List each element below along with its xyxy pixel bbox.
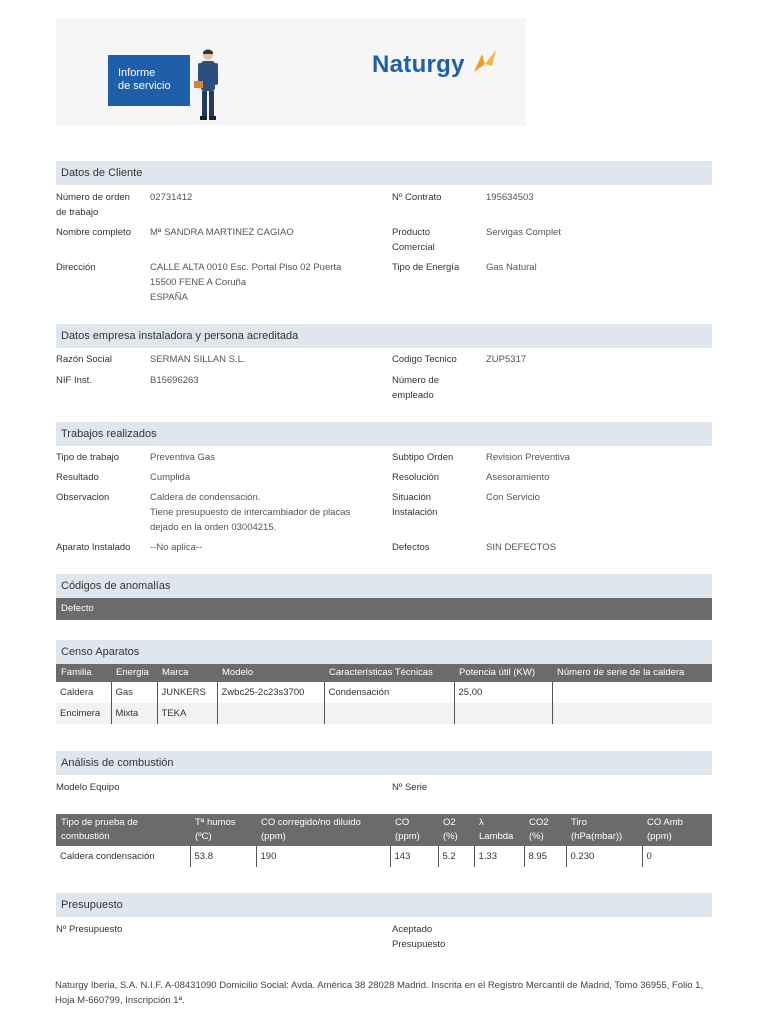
direccion-line2: 15500 FENE A Coruña	[150, 277, 247, 288]
modelo-equipo-label: Modelo Equipo	[56, 782, 120, 793]
orden-label: Número de orden de trabajo	[56, 192, 130, 218]
badge-line2: de servicio	[118, 80, 171, 92]
header-line: CO Amb	[647, 817, 683, 828]
razon-value: SERMAN SILLAN S.L.	[150, 354, 246, 365]
producto-label: Producto Comercial	[392, 227, 435, 253]
table-row	[56, 682, 712, 703]
table-cell: Zwbc25-2c23s3700	[217, 682, 324, 703]
table-cell: 8.95	[524, 846, 566, 867]
observacion-line2: Tiene presupuesto de intercambiador de placas	[150, 507, 351, 518]
section-presupuesto: Presupuesto	[56, 893, 712, 917]
table-cell: 5.2	[438, 846, 474, 867]
nombre-label: Nombre completo	[56, 227, 131, 238]
header-line: Tª humos	[195, 817, 236, 828]
table-cell: Condensación	[324, 682, 454, 703]
table-cell: Gas	[111, 682, 157, 703]
table-cell: 1.33	[474, 846, 524, 867]
section-censo-aparatos: Censo Aparatos	[56, 640, 712, 664]
table-cell: 53.8	[190, 846, 256, 867]
section-trabajos-realizados: Trabajos realizados	[56, 422, 712, 446]
header-line: (hPa(mbar))	[571, 831, 623, 842]
resultado-label: Resultado	[56, 472, 99, 483]
censo-header-row	[56, 664, 712, 682]
censo-col-serie: Número de serie de la caldera	[552, 664, 712, 682]
energia-value: Gas Natural	[486, 262, 537, 273]
comb-col-co	[390, 814, 438, 846]
table-cell: 190	[256, 846, 390, 867]
section-datos-cliente: Datos de Cliente	[56, 161, 712, 185]
combustion-table	[56, 814, 712, 867]
technician-illustration	[194, 49, 220, 121]
resolucion-value: Asesoramiento	[486, 472, 550, 483]
nif-value: B15696263	[150, 375, 199, 386]
defectos-value: SIN DEFECTOS	[486, 542, 557, 553]
section-analisis-combustion: Análisis de combustión	[56, 751, 712, 775]
codigo-label: Codigo Tecnico	[392, 354, 457, 365]
comb-col-o2	[438, 814, 474, 846]
censo-col-potencia: Potencia útil (KW)	[454, 664, 552, 682]
producto-value: Servigas Complet	[486, 227, 561, 238]
badge-line1: Informe	[118, 67, 156, 79]
header-line: (ppm)	[395, 831, 420, 842]
header-line: combustión	[61, 831, 110, 842]
table-cell	[552, 703, 712, 724]
situacion-label: Situación Instalación	[392, 492, 438, 518]
aparato-value: --No aplica--	[150, 542, 203, 553]
observacion-value	[150, 490, 350, 535]
comb-col-tipo	[56, 814, 190, 846]
subtipo-value: Revision Preventiva	[486, 452, 570, 463]
table-cell: Caldera condensación	[60, 851, 155, 862]
table-cell: Encimera	[56, 703, 111, 724]
header-line: CO	[395, 817, 410, 828]
table-cell	[324, 703, 454, 724]
censo-col-caracteristicas: Características Técnicas	[324, 664, 454, 682]
censo-col-marca: Marca	[157, 664, 217, 682]
legal-footer: Naturgy Iberia, S.A. N.I.F. A-08431090 Domicilio Social: Avda. América 38 28028 Madrid. Inscrita en el Registro Mercantil de Madrid, Tomo 36955, Folio 1, Hoja M-660799, Inscripción 1ª.	[55, 980, 704, 1006]
observacion-line1: Caldera de condensación.	[150, 492, 261, 503]
header-line: (ppm)	[647, 831, 672, 842]
report-header	[56, 18, 526, 126]
resolucion-label: Resolución	[392, 472, 439, 483]
tipo-trabajo-value: Preventiva Gas	[150, 452, 215, 463]
table-cell: 0.230	[566, 846, 642, 867]
codigo-value: ZUP5317	[486, 354, 527, 365]
table-cell: Mixta	[111, 703, 157, 724]
aparato-label: Aparato Instalado	[56, 542, 131, 553]
direccion-label: Dirección	[56, 262, 96, 273]
table-cell: JUNKERS	[157, 682, 217, 703]
comb-col-lambda	[474, 814, 524, 846]
defecto-header-bar: Defecto	[56, 598, 712, 620]
section-empresa-instaladora: Datos empresa instaladora y persona acreditada	[56, 324, 712, 348]
situacion-value: Con Servicio	[486, 492, 540, 503]
table-cell: 0	[642, 846, 712, 867]
combustion-header-row	[56, 814, 712, 846]
table-cell: TEKA	[157, 703, 217, 724]
header-line: (ppm)	[261, 831, 286, 842]
direccion-line1: CALLE ALTA 0010 Esc. Portal Piso 02 Puerta	[150, 262, 342, 273]
header-line: Tiro	[571, 817, 588, 828]
contrato-value: 195634503	[486, 192, 534, 203]
table-cell	[217, 703, 324, 724]
nif-label: NIF Inst.	[56, 375, 92, 386]
contrato-label: Nº Contrato	[392, 192, 442, 203]
num-serie-label: Nº Serie	[392, 782, 428, 793]
naturgy-logo: Naturgy	[372, 51, 465, 78]
comb-col-tiro	[566, 814, 642, 846]
header-line: CO corregido/no diluido	[261, 817, 361, 828]
observacion-line3: dejado en la orden 03004215.	[150, 522, 277, 533]
subtipo-label: Subtipo Orden	[392, 452, 454, 463]
empleado-label: Número de empleado	[392, 375, 439, 401]
header-line: (ºC)	[195, 831, 212, 842]
header-line: λ	[479, 817, 484, 828]
table-cell: Caldera	[60, 687, 94, 698]
presupuesto-num-label: Nº Presupuesto	[56, 924, 123, 935]
aceptado-label: Aceptado Presupuesto	[392, 924, 446, 950]
section-codigos-anomalias: Códigos de anomalías	[56, 574, 712, 598]
header-line: (%)	[443, 831, 458, 842]
comb-col-co-amb	[642, 814, 712, 846]
table-cell: 25,00	[454, 682, 552, 703]
censo-col-familia: Familia	[56, 664, 111, 682]
censo-col-modelo: Modelo	[217, 664, 324, 682]
resultado-value: Cumplida	[150, 472, 191, 483]
tipo-trabajo-label: Tipo de trabajo	[56, 452, 120, 463]
table-row	[56, 703, 712, 724]
service-report-badge	[108, 55, 190, 106]
energia-label: Tipo de Energía	[392, 262, 460, 273]
razon-label: Razón Social	[56, 354, 112, 365]
table-cell: 143	[390, 846, 438, 867]
comb-col-humos	[190, 814, 256, 846]
nombre-value: Mª SANDRA MARTINEZ CAGIAO	[150, 227, 294, 238]
header-line: (%)	[529, 831, 544, 842]
naturgy-butterfly-icon	[472, 48, 498, 74]
comb-col-co-corregido	[256, 814, 390, 846]
header-line: O2	[443, 817, 456, 828]
defectos-label: Defectos	[392, 542, 430, 553]
header-line: CO2	[529, 817, 549, 828]
observacion-label: Observacion	[56, 492, 110, 503]
censo-col-energia: Energia	[111, 664, 157, 682]
comb-col-co2	[524, 814, 566, 846]
direccion-line3: ESPAÑA	[150, 292, 188, 303]
orden-value: 02731412	[150, 192, 193, 203]
direccion-value	[150, 260, 341, 305]
header-line: Tipo de prueba de	[61, 817, 138, 828]
table-row	[56, 846, 712, 867]
table-cell	[454, 703, 552, 724]
header-line: Lambda	[479, 831, 514, 842]
censo-table	[56, 664, 712, 724]
table-cell	[552, 682, 712, 703]
